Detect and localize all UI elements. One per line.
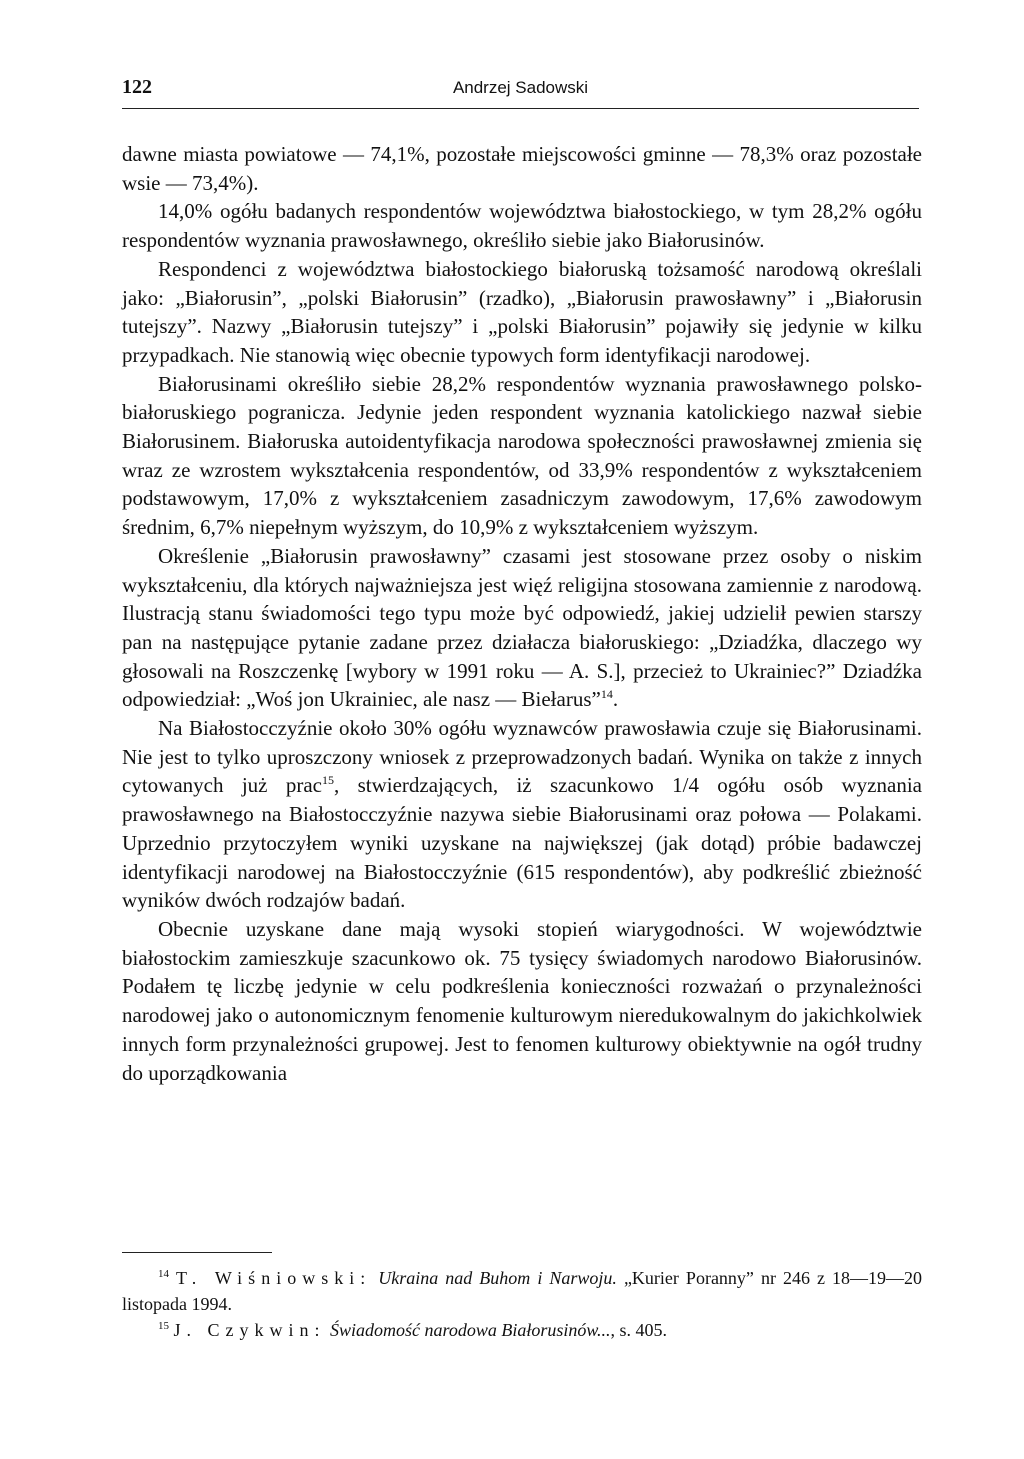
footnote-number: 14 bbox=[158, 1268, 169, 1280]
body-text bbox=[122, 140, 922, 1087]
footnote-ref[interactable]: 15 bbox=[321, 773, 334, 788]
footnote bbox=[122, 1265, 922, 1317]
footnote-rest: , s. 405. bbox=[610, 1320, 668, 1340]
paragraph: Białorusinami określiło siebie 28,2% respondentów wyznania prawosławnego polsko-białoruskiego pogranicza. Jedynie jeden respondent wyznania katolickiego nazwał siebie Białorusinem. Białoruska autoidentyfikacja narodowa społeczności prawosławnej zmienia się wraz ze wzrostem wykształcenia respondentów, od 33,9% respondentów z wykształceniem podstawowym, 17,0% z wykształceniem zasadniczym zawodowym, 17,6% zawodowym średnim, 6,7% niepełnym wyższym, do 10,9% z wykształceniem wyższym. bbox=[122, 371, 922, 540]
paragraph: dawne miasta powiatowe — 74,1%, pozostałe miejscowości gminne — 78,3% oraz pozostałe wsie — 73,4%). bbox=[122, 142, 922, 195]
footnotes bbox=[122, 1265, 922, 1343]
footnote-rest: „Kurier Poranny” nr 246 z 18—19—20 listopada 1994. bbox=[122, 1268, 923, 1314]
paragraph: 14,0% ogółu badanych respondentów województwa białostockiego, w tym 28,2% ogółu respondentów wyznania prawosławnego, określiło siebie jako Białorusinów. bbox=[122, 199, 922, 253]
paragraph-text-cont: . bbox=[612, 687, 619, 712]
paragraph bbox=[122, 714, 922, 915]
paragraph-text: Określenie „Białorusin prawosławny” czasami jest stosowane przez osoby o niskim wykształceniu, dla których najważniejsza jest więź religijna stosowana zamiennie z narodową. Ilustracją stanu świadomości tego typu może być odpowiedź, jakiej udzielił pewien starszy pan na następujące pytanie zadane przez działacza białoruskiego: „Dziadźka, dlaczego wy głosowali na Roszczenkę [wybory w 1991 roku — A. S.], przecież to Ukrainiec?” Dziadźka odpowiedział: „Woś jon Ukrainiec, ale nasz — Biełarus” bbox=[122, 543, 922, 712]
paragraph-text: Na Białostocczyźnie około 30% ogółu wyznawców prawosławia czuje się Białorusinami. Nie jest to tylko uproszczony wniosek z przeprowadzonych badań. Wynika on także z innych cytowanych już prac bbox=[122, 716, 922, 798]
paragraph bbox=[122, 542, 922, 714]
footnote-divider bbox=[122, 1252, 272, 1253]
footnote bbox=[122, 1317, 922, 1343]
page-number: 122 bbox=[122, 76, 152, 98]
footnote-author: T. Wiśniowski: bbox=[176, 1268, 372, 1288]
footnote-author: J. Czykwin: bbox=[173, 1320, 326, 1340]
paragraph: Respondenci z województwa białostockiego białoruską tożsamość narodową określali jako: „Białorusin”, „polski Białorusin” (rzadko), „Białorusin prawosławny” i „Białorusin tutejszy”. Nazwy „Białorusin tutejszy” i „polski Białorusin” pojawiły się jedynie w kilku przypadkach. Nie stanowią więc obecnie typowych form identyfikacji narodowej. bbox=[122, 256, 922, 367]
running-head: Andrzej Sadowski bbox=[452, 78, 589, 97]
page-header bbox=[122, 72, 919, 109]
footnote-title: Ukraina nad Buhom i Narwoju. bbox=[378, 1268, 617, 1288]
footnote-number: 15 bbox=[158, 1320, 169, 1332]
paragraph: Obecnie uzyskane dane mają wysoki stopień wiarygodności. W województwie białostockim zamieszkuje szacunkowo ok. 75 tysięcy świadomych narodowo Białorusinów. Podałem tę liczbę jedynie w celu podkreślenia konieczności rozważań o przynależności narodowej jako o autonomicznym fenomenie kulturowym nieredukowalnym do jakichkolwiek innych form przynależności grupowej. Jest to fenomen kulturowy obiektywnie na ogół trudny do uporządkowania bbox=[122, 916, 922, 1085]
footnote-title: Świadomość narodowa Białorusinów... bbox=[330, 1320, 611, 1340]
footnote-ref[interactable]: 14 bbox=[600, 687, 613, 702]
paragraph-text-cont: , stwierdzających, iż szacunkowo 1/4 ogółu osób wyznania prawosławnego na Białostocczyźnie nazywa siebie Białorusinami oraz połowa — Polakami. Uprzednio przytoczyłem wyniki uzyskane na największej (jak dotąd) próbie badawczej identyfikacji narodowej na Białostocczyźnie (615 respondentów), aby podkreślić zbieżność wyników dwóch rodzajów badań. bbox=[122, 773, 922, 913]
